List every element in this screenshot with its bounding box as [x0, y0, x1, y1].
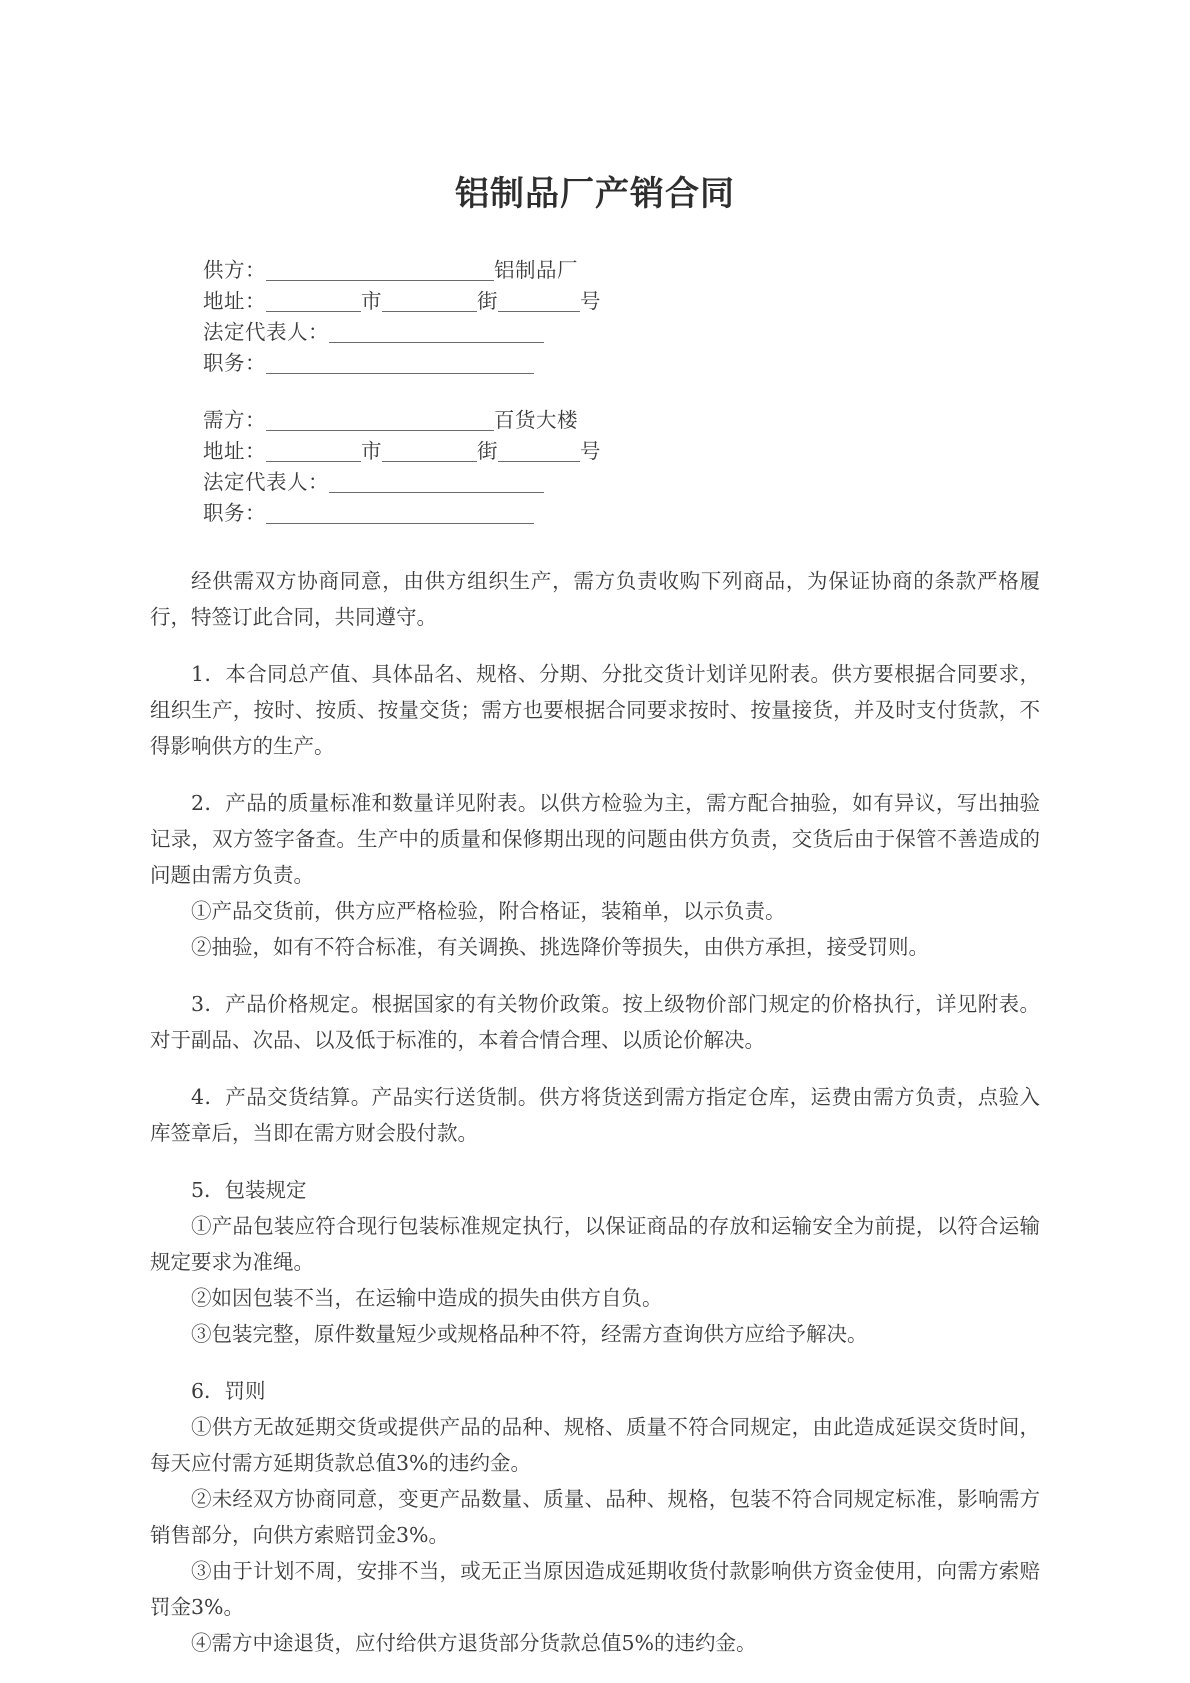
contract-body: [0, 563, 1190, 1661]
buyer-number-blank[interactable]: [498, 441, 580, 462]
preamble-paragraph: 经供需双方协商同意，由供方组织生产，需方负责收购下列商品，为保证协商的条款严格履行，特签订此合同，共同遵守。: [150, 569, 1040, 630]
supplier-name-line: [203, 255, 1190, 286]
supplier-number-unit: 号: [580, 289, 601, 314]
supplier-legal-rep-label: 法定代表人：: [203, 320, 329, 345]
clause-6-item-2: ②未经双方协商同意，变更产品数量、质量、品种、规格，包装不符合同规定标准，影响需方销售部分，向供方索赔罚金3%。: [150, 1487, 1040, 1548]
supplier-legal-rep-line: [203, 317, 1190, 348]
buyer-position-label: 职务：: [203, 501, 266, 526]
buyer-address-label: 地址：: [203, 439, 266, 464]
supplier-position-line: [203, 348, 1190, 379]
supplier-city-blank[interactable]: [266, 291, 361, 312]
buyer-city-unit: 市: [361, 439, 382, 464]
supplier-street-blank[interactable]: [382, 291, 477, 312]
supplier-address-line: [203, 286, 1190, 317]
buyer-legal-rep-line: [203, 467, 1190, 498]
buyer-street-blank[interactable]: [382, 441, 477, 462]
clause-3: 3．产品价格规定。根据国家的有关物价政策。按上级物价部门规定的价格执行，详见附表。对于副品、次品、以及低于标准的，本着合情合理、以质论价解决。: [150, 992, 1040, 1053]
buyer-street-unit: 街: [477, 439, 498, 464]
clause-6-item-4: ④需方中途退货，应付给供方退货部分货款总值5%的违约金。: [191, 1631, 757, 1656]
buyer-position-line: [203, 498, 1190, 529]
supplier-name-label: 供方：: [203, 258, 266, 283]
buyer-block: [203, 405, 1190, 529]
buyer-address-line: [203, 436, 1190, 467]
supplier-address-label: 地址：: [203, 289, 266, 314]
supplier-name-blank[interactable]: [266, 260, 494, 281]
clause-2: 2．产品的质量标准和数量详见附表。以供方检验为主，需方配合抽验，如有异议，写出抽验记录，双方签字备查。生产中的质量和保修期出现的问题由供方负责，交货后由于保管不善造成的问题由需方负责。: [150, 791, 1040, 888]
buyer-position-blank[interactable]: [266, 503, 534, 524]
supplier-legal-rep-blank[interactable]: [329, 322, 544, 343]
buyer-name-suffix: 百货大楼: [494, 408, 578, 433]
supplier-block: [203, 255, 1190, 379]
supplier-name-suffix: 铝制品厂: [494, 258, 578, 283]
supplier-position-label: 职务：: [203, 351, 266, 376]
supplier-city-unit: 市: [361, 289, 382, 314]
buyer-name-label: 需方：: [203, 408, 266, 433]
clause-5-item-2: ②如因包装不当，在运输中造成的损失由供方自负。: [191, 1286, 663, 1311]
clause-5-item-3: ③包装完整，原件数量短少或规格品种不符，经需方查询供方应给予解决。: [191, 1322, 868, 1347]
page-title: 铝制品厂产销合同: [455, 174, 735, 214]
clause-1: 1．本合同总产值、具体品名、规格、分期、分批交货计划详见附表。供方要根据合同要求，组织生产，按时、按质、按量交货；需方也要根据合同要求按时、按量接货，并及时支付货款，不得影响供方的生产。: [150, 662, 1040, 759]
supplier-street-unit: 街: [477, 289, 498, 314]
buyer-name-line: [203, 405, 1190, 436]
clause-2-item-1: ①产品交货前，供方应严格检验，附合格证，装箱单，以示负责。: [191, 899, 786, 924]
clause-5-item-1: ①产品包装应符合现行包装标准规定执行，以保证商品的存放和运输安全为前提，以符合运输规定要求为准绳。: [150, 1214, 1040, 1275]
buyer-legal-rep-blank[interactable]: [329, 472, 544, 493]
buyer-legal-rep-label: 法定代表人：: [203, 470, 329, 495]
supplier-position-blank[interactable]: [266, 353, 534, 374]
clause-4: 4．产品交货结算。产品实行送货制。供方将货送到需方指定仓库，运费由需方负责，点验入库签章后，当即在需方财会股付款。: [150, 1085, 1040, 1146]
clause-6-item-3: ③由于计划不周，安排不当，或无正当原因造成延期收货付款影响供方资金使用，向需方索赔罚金3%。: [150, 1559, 1040, 1620]
clause-2-item-2: ②抽验，如有不符合标准，有关调换、挑选降价等损失，由供方承担，接受罚则。: [191, 935, 929, 960]
clause-6-heading: 6．罚则: [191, 1379, 266, 1404]
buyer-city-blank[interactable]: [266, 441, 361, 462]
supplier-number-blank[interactable]: [498, 291, 580, 312]
parties-section: [0, 255, 1190, 529]
buyer-number-unit: 号: [580, 439, 601, 464]
clause-5-heading: 5．包装规定: [191, 1178, 307, 1203]
buyer-name-blank[interactable]: [266, 410, 494, 431]
clause-6-item-1: ①供方无故延期交货或提供产品的品种、规格、质量不符合同规定，由此造成延误交货时间，每天应付需方延期货款总值3%的违约金。: [150, 1415, 1040, 1476]
